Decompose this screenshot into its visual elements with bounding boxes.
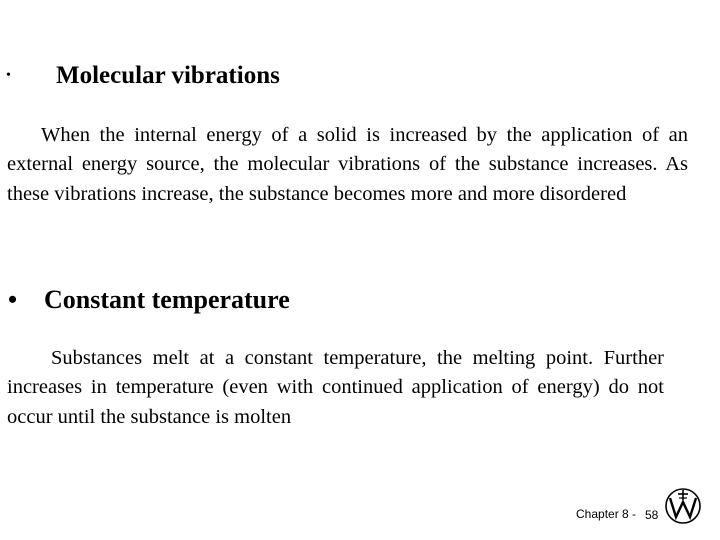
page-number: 58 (645, 508, 659, 522)
bullet-small: • (6, 68, 11, 83)
paragraph-molecular-vibrations: When the internal energy of a solid is increased by the application of an external energy source, the molecular vibrations of the substance increases. As these vibrations increase, the substance becomes more and more disordered (7, 124, 688, 205)
heading-molecular-vibrations: Molecular vibrations (56, 62, 280, 89)
chapter-label: Chapter 8 - (576, 507, 637, 521)
bullet-large: • (8, 285, 18, 314)
paragraph-constant-temperature: Substances melt at a constant temperature, the melting point. Further increases in temperature (even with continued application of energy) do not occur until the substance is molten (7, 347, 664, 428)
publisher-logo-icon (664, 486, 702, 526)
heading-constant-temperature: Constant temperature (44, 285, 290, 314)
